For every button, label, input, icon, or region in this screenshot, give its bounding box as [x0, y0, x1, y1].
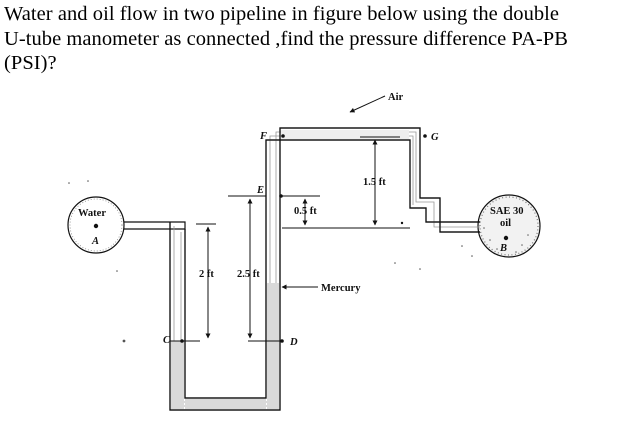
dim-1-5ft-label: 1.5 ft [363, 177, 386, 188]
dim-0-5ft-label: 0.5 ft [294, 206, 317, 217]
point-d-label: D [290, 337, 298, 348]
point-e-label: E [257, 185, 265, 196]
point-f-label: F [260, 131, 268, 142]
oil-label-line1: SAE 30 [490, 206, 524, 217]
oil-label-line2: oil [500, 218, 512, 229]
point-c-label: C [163, 335, 171, 346]
question-line-1: Water and oil flow in two pipeline in figure below using the double [4, 3, 560, 25]
dim-2-5ft-label: 2.5 ft [237, 269, 260, 280]
dim-2ft-label: 2 ft [199, 269, 214, 280]
question-line-3: (PSI)? [4, 52, 57, 74]
question-line-2: U-tube manometer as connected ,find the pressure difference PA-PB [4, 27, 568, 50]
point-b-dot [504, 236, 508, 240]
point-f-dot [281, 134, 285, 138]
mercury-label: Mercury [321, 283, 361, 294]
point-d-dot [280, 339, 284, 343]
point-g-dot [423, 134, 427, 138]
point-c-dot [180, 339, 184, 343]
reference-lines [170, 137, 410, 341]
water-label: Water [78, 208, 106, 219]
point-e-dot [279, 194, 283, 198]
point-a-label: A [92, 236, 100, 247]
point-dots [180, 134, 427, 343]
point-a-dot [94, 224, 98, 228]
point-g-label: G [431, 132, 439, 143]
point-b-label: B [500, 243, 508, 254]
air-label: Air [388, 92, 404, 103]
